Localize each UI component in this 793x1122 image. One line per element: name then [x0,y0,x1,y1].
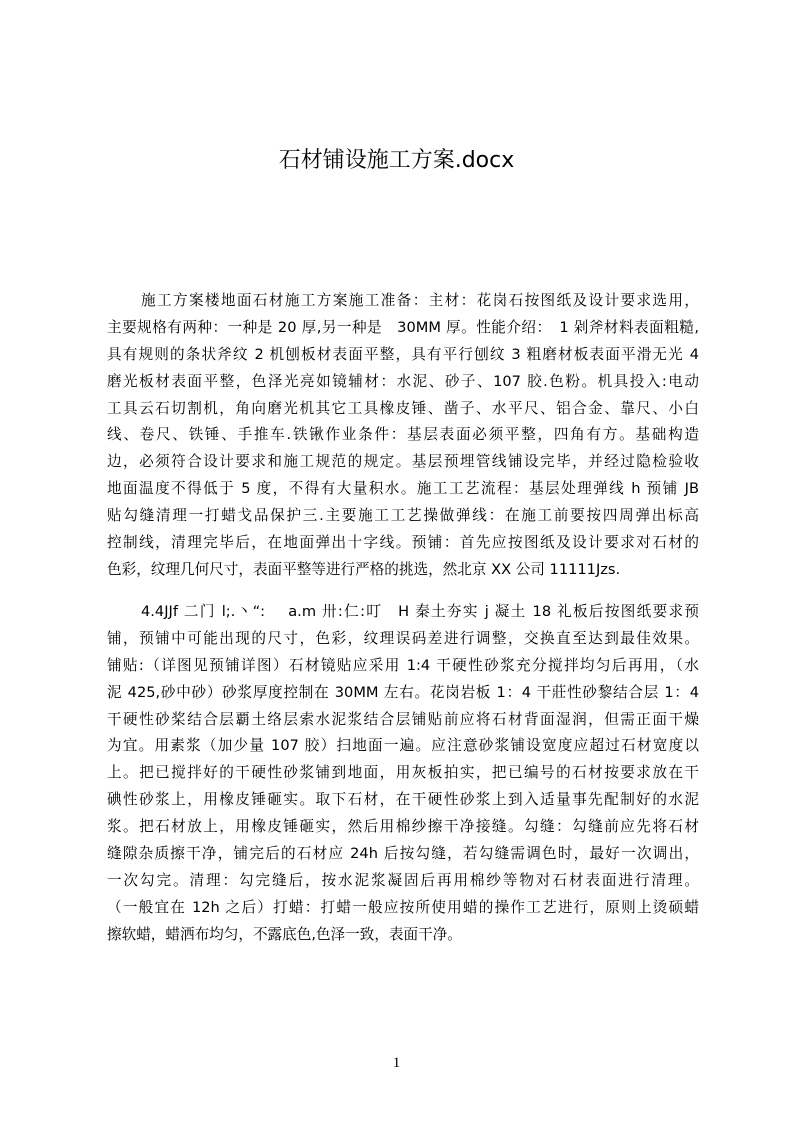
text-line: （一般宜在 12h 之后）打蜡：打蜡一般应按所使用蜡的操作工艺进行，原则上烫硕蜡 [107,898,699,916]
document-title: 石材铺设施工方案.docx [278,148,515,173]
text-line: 贴勾缝清理一打蜡戈品保护三.主要施工工艺操做弹线：在施工前要按四周弹出标高 [107,507,699,525]
text-line: 一次勾完。清理：勾完缝后，按水泥浆凝固后再用棉纱等物对石材表面进行清理。 [107,871,699,889]
text-line: 铺贴:（详图见预铺详图）石材镜贴应采用 1:4 干硬性砂浆充分搅拌均匀后再用，（水 [107,656,699,674]
text-line: 擦软蜡，蜡洒布均匀，不露底色,色泽一致，表面干净。 [107,925,462,943]
paragraph-1 [107,288,699,584]
text-line: 磨光板材表面平整，色泽光亮如镜辅材：水泥、砂子、107 胶.色粉。机具投入:电动 [107,372,699,390]
text-line: 铺，预铺中可能出现的尺寸，色彩，纹理误码差进行调整，交换直至达到最佳效果。 [107,629,699,647]
text-line: 主要规格有两种：一种是 20 厚,另一种是 30MM 厚。性能介绍： 1 剁斧材料表面粗糙, [107,318,699,336]
paragraph-2 [107,599,699,949]
text-line: 为宜。用素浆（加少量 107 胶）扫地面一遍。应注意砂浆铺设宽度应超过石材宽度以 [107,737,699,755]
text-line: 色彩，纹理几何尺寸，表面平整等进行严格的挑选，然北京 XX 公司 11111Jzs. [107,560,621,578]
text-line: 工具云石切割机，角向磨光机其它工具橡皮锤、凿子、水平尺、铝合金、靠尺、小白 [107,399,699,417]
text-line: 具有规则的条状斧纹 2 机刨板材表面平整，具有平行刨纹 3 粗磨材板表面平滑无光 4 [107,345,699,363]
text-line: 缝隙杂质擦干净，铺完后的石材应 24h 后按勾缝，若勾缝需调色时，最好一次调出， [107,845,699,863]
page-number: 1 [392,1055,401,1071]
text-line: 4.4JJf 二门 l;.丶“: a.m 卅:仁:叮 H 秦土夯实 j 凝土 18 礼板后按图纸要求预 [141,603,699,620]
text-line: 地面温度不得低于 5 度，不得有大量积水。施工工艺流程：基层处理弹线 h 预铺 JB [107,480,699,498]
text-line: 泥 425,砂中砂）砂浆厚度控制在 30MM 左右。花岗岩板 1：4 干莊性砂黎结合层 1：4 [107,683,699,701]
text-line: 施工方案楼地面石材施工方案施工准备：主材：花岗石按图纸及设计要求选用， [141,292,699,309]
text-line: 浆。把石材放上，用橡皮锤砸实，然后用棉纱擦干净接缝。勾缝：勾缝前应先将石材 [107,818,699,836]
text-line: 边，必须符合设计要求和施工规范的规定。基层预埋管线铺设完毕，并经过隐检验收 [107,453,699,471]
text-line: 碘性砂浆上，用橡皮锤砸实。取下石材，在干硬性砂浆上到入适量事先配制好的水泥 [107,791,699,809]
text-line: 上。把已搅拌好的干硬性砂浆铺到地面，用灰板拍实，把已编号的石材按要求放在干 [107,764,699,782]
text-line: 线、卷尺、铁锤、手推车.铁锹作业条件：基层表面必须平整，四角有方。基础构造 [107,426,699,444]
text-line: 控制线，清理完毕后，在地面弹出十字线。预铺：首先应按图纸及设计要求对石材的 [107,534,699,552]
text-line: 干硬性砂桨结合层覇土络层索水泥浆结合层铺贴前应将石材背面湿润，但需正面干燥 [107,710,699,728]
